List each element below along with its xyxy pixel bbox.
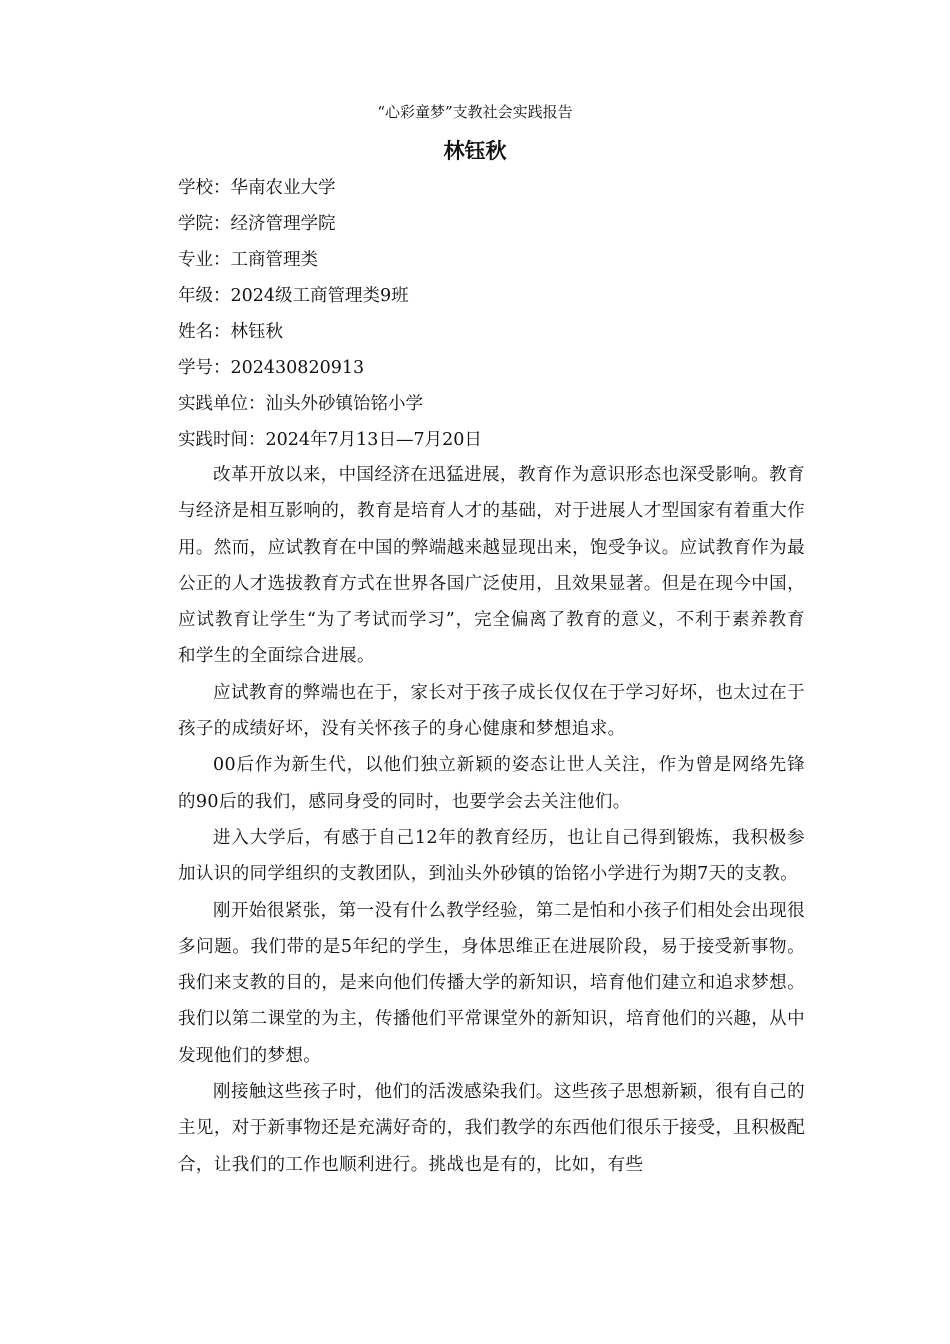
body-paragraph: 00后作为新生代，以他们独立新颖的姿态让世人关注，作为曾是网络先锋的90后的我们，感同身受的同时，也要学会去关注他们。: [178, 755, 805, 812]
info-value: 202430820913: [230, 358, 365, 378]
body-paragraph: 改革开放以来，中国经济在迅猛进展，教育作为意识形态也深受影响。教育与经济是相互影响的，教育是培育人才的基础，对于进展人才型国家有着重大作用。然而，应试教育在中国的弊端越来越显现出来，饱受争议。应试教育作为最公正的人才选拔教育方式在世界各国广泛使用，且效果显著。但是在现今中国，应试教育让学生“为了考试而学习”，完全偏离了教育的意义，不利于素养教育和学生的全面综合进展。: [178, 465, 805, 667]
info-value: 工商管理类: [230, 250, 318, 270]
info-school: [178, 170, 818, 206]
info-value: 2024年7月13日—7月20日: [265, 430, 482, 450]
student-info: [178, 170, 818, 458]
info-label: 学院：: [178, 214, 231, 234]
info-label: 实践单位：: [178, 394, 266, 414]
info-label: 学校：: [178, 178, 231, 198]
info-value: 华南农业大学: [230, 178, 336, 198]
info-practice-time: [178, 422, 818, 458]
body-paragraph: 进入大学后，有感于自己12年的教育经历，也让自己得到锻炼，我积极参加认识的同学组织的支教团队，到汕头外砂镇的饴铭小学进行为期7天的支教。: [178, 827, 805, 885]
body-paragraph: 刚开始很紧张，第一没有什么教学经验，第二是怕和小孩子们相处会出现很多问题。我们带的是5年纪的学生，身体思维正在进展阶段，易于接受新事物。我们来支教的目的，是来向他们传播大学的新知识，培育他们建立和追求梦想。我们以第二课堂的为主，传播他们平常课堂外的新知识，培育他们的兴趣，从中发现他们的梦想。: [178, 900, 805, 1066]
info-student-id: [178, 350, 818, 386]
info-value: 林钰秋: [230, 322, 283, 342]
info-college: [178, 206, 818, 242]
info-label: 学号：: [178, 358, 231, 378]
info-name: [178, 314, 818, 350]
info-label: 专业：: [178, 250, 231, 270]
body-paragraph: 刚接触这些孩子时，他们的活泼感染我们。这些孩子思想新颖，很有自己的主见，对于新事物还是充满好奇的，我们教学的东西他们很乐于接受，且积极配合，让我们的工作也顺利进行。挑战也是有的，比如，有些: [178, 1082, 805, 1175]
info-label: 年级：: [178, 286, 231, 306]
info-value: 汕头外砂镇饴铭小学: [265, 394, 423, 414]
report-subtitle: “心彩童梦”支教社会实践报告: [377, 103, 573, 121]
report-body: [178, 457, 805, 1183]
info-label: 姓名：: [178, 322, 231, 342]
info-practice-unit: [178, 386, 818, 422]
report-title: 林钰秋: [443, 139, 507, 163]
info-label: 实践时间：: [178, 430, 266, 450]
info-major: [178, 242, 818, 278]
info-value: 2024级工商管理类9班: [230, 286, 409, 306]
info-value: 经济管理学院: [230, 214, 336, 234]
info-grade: [178, 278, 818, 314]
body-paragraph: 应试教育的弊端也在于，家长对于孩子成长仅仅在于学习好坏，也太过在于孩子的成绩好坏，没有关怀孩子的身心健康和梦想追求。: [178, 682, 805, 740]
